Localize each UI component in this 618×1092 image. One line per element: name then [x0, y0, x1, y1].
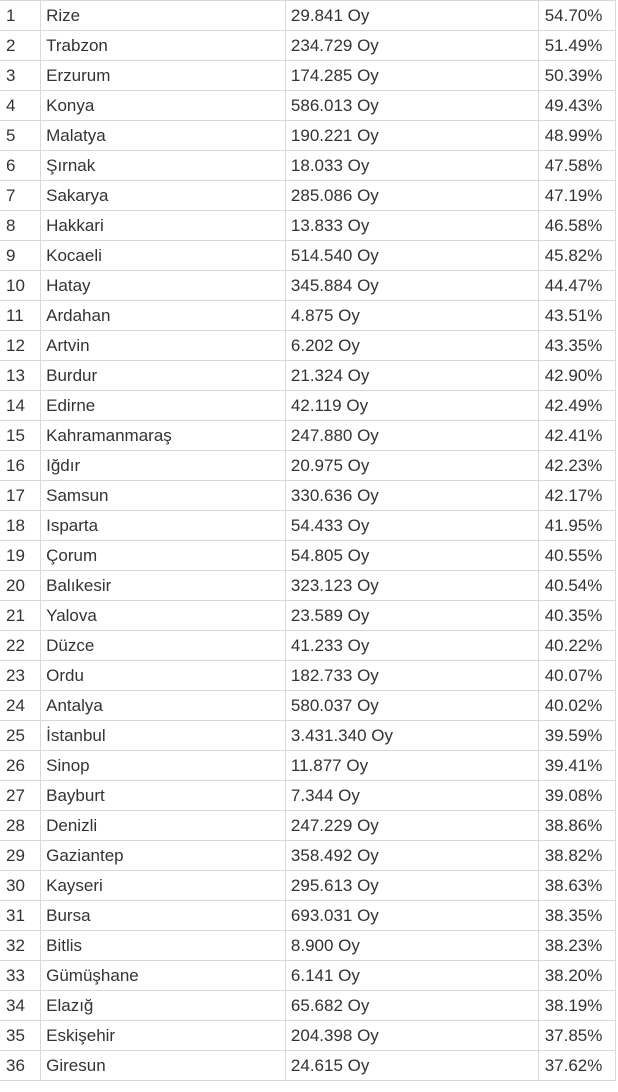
rank-cell: 16 — [0, 451, 41, 481]
rank-cell: 29 — [0, 841, 41, 871]
table-row — [0, 721, 616, 751]
table-row — [0, 571, 616, 601]
rank-cell: 33 — [0, 961, 41, 991]
table-row — [0, 691, 616, 721]
table-row — [0, 481, 616, 511]
city-cell: Sinop — [41, 751, 286, 781]
percent-cell: 50.39% — [538, 61, 615, 91]
rank-cell: 11 — [0, 301, 41, 331]
percent-cell: 39.08% — [538, 781, 615, 811]
city-cell: Kocaeli — [41, 241, 286, 271]
table-row — [0, 991, 616, 1021]
rank-cell: 34 — [0, 991, 41, 1021]
city-cell: Konya — [41, 91, 286, 121]
percent-cell: 38.63% — [538, 871, 615, 901]
rank-cell: 25 — [0, 721, 41, 751]
percent-cell: 43.35% — [538, 331, 615, 361]
percent-cell: 41.95% — [538, 511, 615, 541]
city-cell: Elazığ — [41, 991, 286, 1021]
percent-cell: 46.58% — [538, 211, 615, 241]
rank-cell: 5 — [0, 121, 41, 151]
votes-cell: 6.202 Oy — [285, 331, 538, 361]
city-cell: Isparta — [41, 511, 286, 541]
rank-cell: 20 — [0, 571, 41, 601]
rank-cell: 31 — [0, 901, 41, 931]
table-row — [0, 661, 616, 691]
rank-cell: 2 — [0, 31, 41, 61]
percent-cell: 48.99% — [538, 121, 615, 151]
rank-cell: 13 — [0, 361, 41, 391]
percent-cell: 42.17% — [538, 481, 615, 511]
rank-cell: 4 — [0, 91, 41, 121]
votes-cell: 42.119 Oy — [285, 391, 538, 421]
city-cell: Şırnak — [41, 151, 286, 181]
rank-cell: 7 — [0, 181, 41, 211]
percent-cell: 39.41% — [538, 751, 615, 781]
table-row — [0, 511, 616, 541]
rank-cell: 27 — [0, 781, 41, 811]
votes-cell: 586.013 Oy — [285, 91, 538, 121]
rank-cell: 12 — [0, 331, 41, 361]
city-cell: Kayseri — [41, 871, 286, 901]
votes-cell: 174.285 Oy — [285, 61, 538, 91]
votes-cell: 41.233 Oy — [285, 631, 538, 661]
votes-cell: 65.682 Oy — [285, 991, 538, 1021]
rank-cell: 8 — [0, 211, 41, 241]
votes-cell: 330.636 Oy — [285, 481, 538, 511]
votes-cell: 21.324 Oy — [285, 361, 538, 391]
percent-cell: 42.41% — [538, 421, 615, 451]
votes-cell: 7.344 Oy — [285, 781, 538, 811]
percent-cell: 40.02% — [538, 691, 615, 721]
city-cell: Denizli — [41, 811, 286, 841]
city-cell: Hakkari — [41, 211, 286, 241]
percent-cell: 40.35% — [538, 601, 615, 631]
percent-cell: 38.82% — [538, 841, 615, 871]
rank-cell: 9 — [0, 241, 41, 271]
city-cell: İstanbul — [41, 721, 286, 751]
percent-cell: 54.70% — [538, 1, 615, 31]
votes-cell: 204.398 Oy — [285, 1021, 538, 1051]
percent-cell: 40.54% — [538, 571, 615, 601]
city-cell: Ordu — [41, 661, 286, 691]
table-row — [0, 451, 616, 481]
votes-cell: 247.880 Oy — [285, 421, 538, 451]
city-cell: Bitlis — [41, 931, 286, 961]
city-cell: Iğdır — [41, 451, 286, 481]
rank-cell: 32 — [0, 931, 41, 961]
rank-cell: 18 — [0, 511, 41, 541]
votes-cell: 6.141 Oy — [285, 961, 538, 991]
city-cell: Düzce — [41, 631, 286, 661]
table-row — [0, 811, 616, 841]
votes-cell: 4.875 Oy — [285, 301, 538, 331]
votes-cell: 13.833 Oy — [285, 211, 538, 241]
table-row — [0, 871, 616, 901]
city-cell: Rize — [41, 1, 286, 31]
table-row — [0, 751, 616, 781]
percent-cell: 45.82% — [538, 241, 615, 271]
table-row — [0, 31, 616, 61]
rank-cell: 23 — [0, 661, 41, 691]
rank-cell: 22 — [0, 631, 41, 661]
rank-cell: 19 — [0, 541, 41, 571]
table-row — [0, 61, 616, 91]
table-row — [0, 271, 616, 301]
table-row — [0, 931, 616, 961]
votes-cell: 285.086 Oy — [285, 181, 538, 211]
votes-cell: 20.975 Oy — [285, 451, 538, 481]
city-cell: Ardahan — [41, 301, 286, 331]
city-cell: Artvin — [41, 331, 286, 361]
city-cell: Samsun — [41, 481, 286, 511]
city-cell: Eskişehir — [41, 1021, 286, 1051]
city-cell: Trabzon — [41, 31, 286, 61]
votes-cell: 182.733 Oy — [285, 661, 538, 691]
table-row — [0, 841, 616, 871]
rank-cell: 24 — [0, 691, 41, 721]
rank-cell: 1 — [0, 1, 41, 31]
table-row — [0, 181, 616, 211]
table-row — [0, 961, 616, 991]
percent-cell: 39.59% — [538, 721, 615, 751]
rank-cell: 26 — [0, 751, 41, 781]
city-cell: Bursa — [41, 901, 286, 931]
table-row — [0, 211, 616, 241]
table-row — [0, 301, 616, 331]
city-cell: Yalova — [41, 601, 286, 631]
table-row — [0, 241, 616, 271]
percent-cell: 38.86% — [538, 811, 615, 841]
city-cell: Gümüşhane — [41, 961, 286, 991]
votes-cell: 54.433 Oy — [285, 511, 538, 541]
rank-cell: 14 — [0, 391, 41, 421]
votes-cell: 580.037 Oy — [285, 691, 538, 721]
votes-cell: 345.884 Oy — [285, 271, 538, 301]
city-cell: Antalya — [41, 691, 286, 721]
table-row — [0, 781, 616, 811]
percent-cell: 40.07% — [538, 661, 615, 691]
percent-cell: 42.49% — [538, 391, 615, 421]
percent-cell: 44.47% — [538, 271, 615, 301]
votes-cell: 295.613 Oy — [285, 871, 538, 901]
votes-cell: 23.589 Oy — [285, 601, 538, 631]
percent-cell: 37.62% — [538, 1051, 615, 1081]
votes-cell: 693.031 Oy — [285, 901, 538, 931]
table-row — [0, 601, 616, 631]
rank-cell: 30 — [0, 871, 41, 901]
percent-cell: 38.20% — [538, 961, 615, 991]
table-row — [0, 901, 616, 931]
city-cell: Hatay — [41, 271, 286, 301]
table-row — [0, 541, 616, 571]
city-cell: Kahramanmaraş — [41, 421, 286, 451]
votes-cell: 358.492 Oy — [285, 841, 538, 871]
city-cell: Sakarya — [41, 181, 286, 211]
votes-cell: 11.877 Oy — [285, 751, 538, 781]
rank-cell: 28 — [0, 811, 41, 841]
percent-cell: 43.51% — [538, 301, 615, 331]
votes-cell: 190.221 Oy — [285, 121, 538, 151]
votes-cell: 54.805 Oy — [285, 541, 538, 571]
city-cell: Edirne — [41, 391, 286, 421]
city-cell: Burdur — [41, 361, 286, 391]
city-cell: Erzurum — [41, 61, 286, 91]
city-cell: Çorum — [41, 541, 286, 571]
percent-cell: 40.22% — [538, 631, 615, 661]
votes-cell: 8.900 Oy — [285, 931, 538, 961]
votes-cell: 247.229 Oy — [285, 811, 538, 841]
percent-cell: 47.19% — [538, 181, 615, 211]
percent-cell: 42.90% — [538, 361, 615, 391]
city-cell: Bayburt — [41, 781, 286, 811]
table-row — [0, 91, 616, 121]
percent-cell: 49.43% — [538, 91, 615, 121]
city-cell: Giresun — [41, 1051, 286, 1081]
rank-cell: 6 — [0, 151, 41, 181]
table-row — [0, 331, 616, 361]
percent-cell: 51.49% — [538, 31, 615, 61]
table-row — [0, 391, 616, 421]
table-row — [0, 1021, 616, 1051]
percent-cell: 42.23% — [538, 451, 615, 481]
table-row — [0, 121, 616, 151]
city-cell: Malatya — [41, 121, 286, 151]
rank-cell: 15 — [0, 421, 41, 451]
rank-cell: 35 — [0, 1021, 41, 1051]
percent-cell: 37.85% — [538, 1021, 615, 1051]
rank-cell: 3 — [0, 61, 41, 91]
rank-cell: 17 — [0, 481, 41, 511]
table-row — [0, 631, 616, 661]
table-row — [0, 1, 616, 31]
votes-cell: 323.123 Oy — [285, 571, 538, 601]
city-cell: Gaziantep — [41, 841, 286, 871]
rank-cell: 10 — [0, 271, 41, 301]
table-row — [0, 151, 616, 181]
table-row — [0, 1051, 616, 1081]
results-table-body — [0, 1, 616, 1081]
rank-cell: 21 — [0, 601, 41, 631]
percent-cell: 40.55% — [538, 541, 615, 571]
votes-cell: 234.729 Oy — [285, 31, 538, 61]
city-cell: Balıkesir — [41, 571, 286, 601]
percent-cell: 38.23% — [538, 931, 615, 961]
votes-cell: 29.841 Oy — [285, 1, 538, 31]
table-row — [0, 421, 616, 451]
votes-cell: 514.540 Oy — [285, 241, 538, 271]
percent-cell: 38.35% — [538, 901, 615, 931]
rank-cell: 36 — [0, 1051, 41, 1081]
percent-cell: 47.58% — [538, 151, 615, 181]
table-row — [0, 361, 616, 391]
percent-cell: 38.19% — [538, 991, 615, 1021]
votes-cell: 18.033 Oy — [285, 151, 538, 181]
votes-cell: 24.615 Oy — [285, 1051, 538, 1081]
votes-cell: 3.431.340 Oy — [285, 721, 538, 751]
